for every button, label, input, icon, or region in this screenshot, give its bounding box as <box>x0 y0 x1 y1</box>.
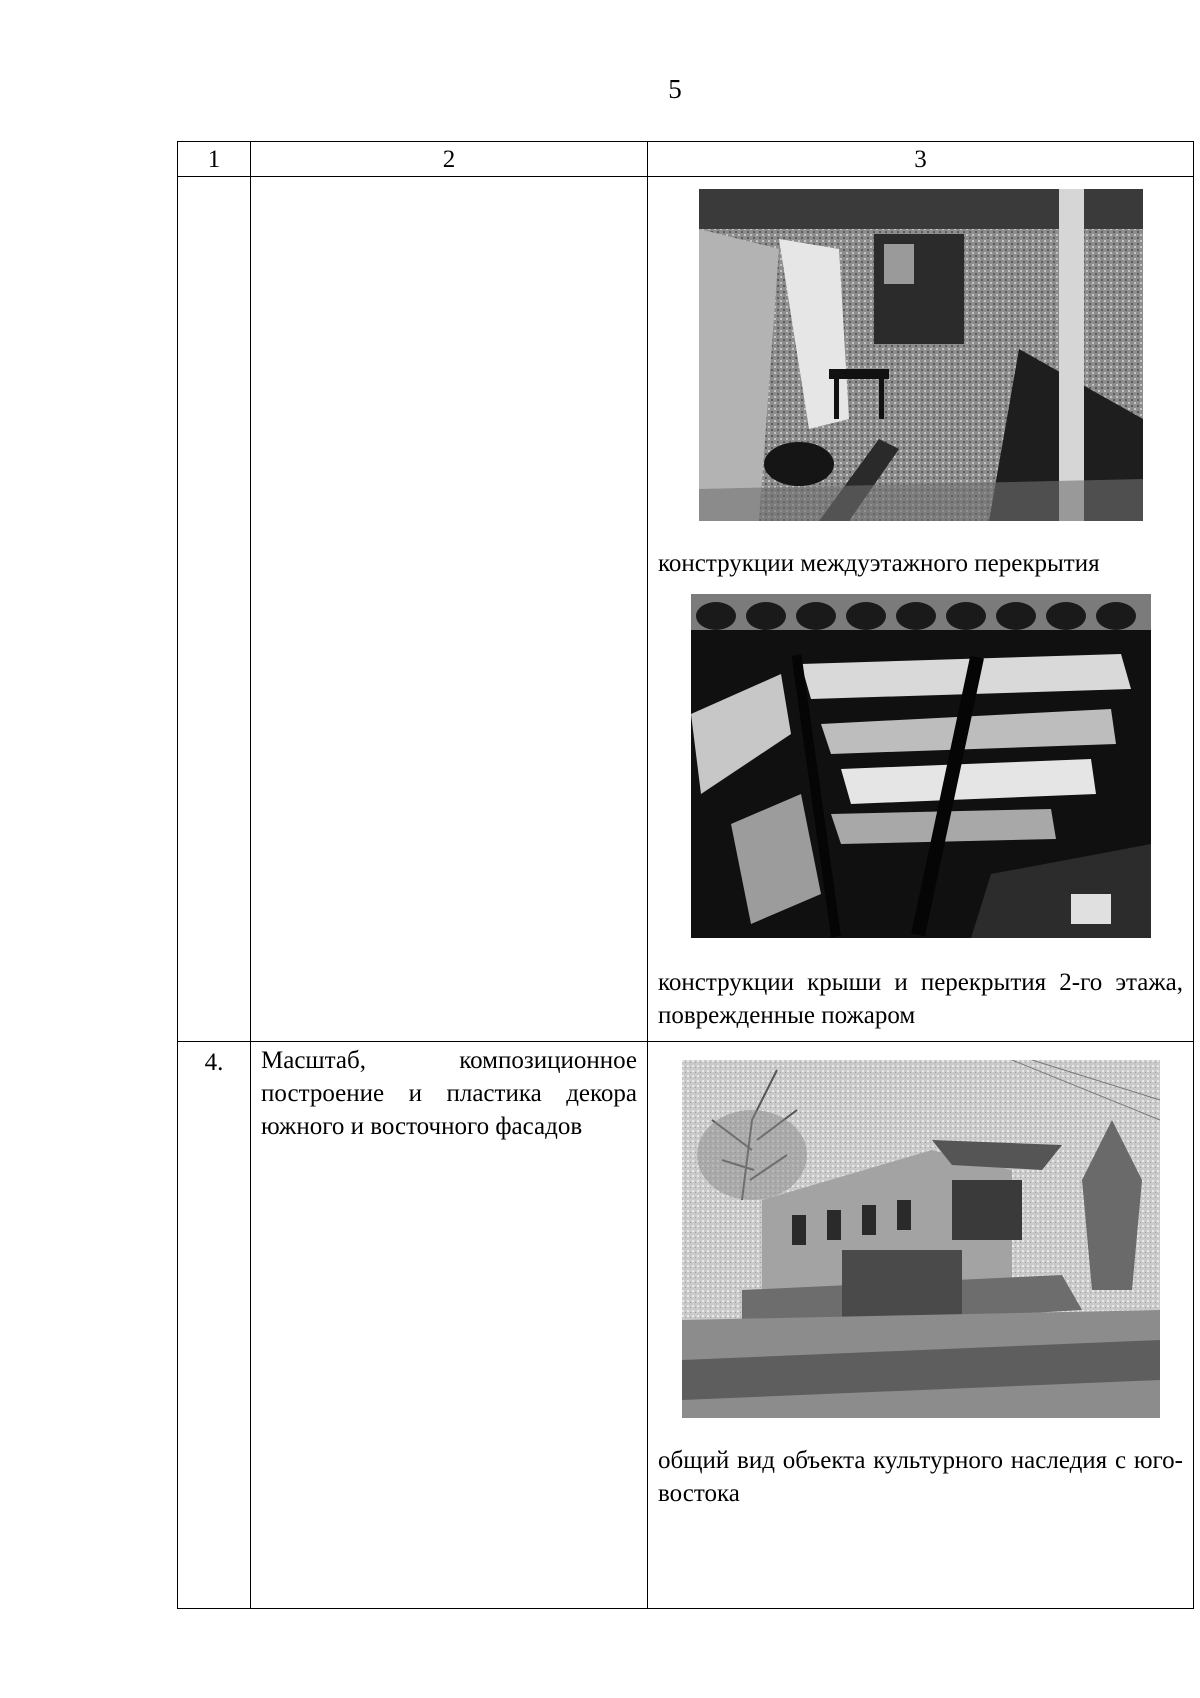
features-table <box>177 141 1194 1609</box>
table-row <box>178 1042 1194 1609</box>
column-header-3: 3 <box>648 142 1194 177</box>
table-header-row <box>178 142 1194 177</box>
row-description <box>251 177 648 1042</box>
row-number: 4. <box>178 1042 251 1609</box>
row-photos <box>648 177 1194 1042</box>
interior-photo <box>699 189 1143 521</box>
column-header-1: 1 <box>178 142 251 177</box>
row-number <box>178 177 251 1042</box>
row-photos <box>648 1042 1194 1609</box>
photo-caption: общий вид объекта культурного наследия с юго-востока <box>658 1447 1183 1507</box>
page-number: 5 <box>668 74 682 104</box>
table-row <box>178 177 1194 1042</box>
photo-caption: конструкции крыши и перекрытия 2-го этажа, поврежденные пожаром <box>658 969 1183 1029</box>
roof-damage-photo <box>691 594 1151 938</box>
column-header-2: 2 <box>251 142 648 177</box>
building-exterior-photo <box>682 1060 1160 1418</box>
row-description: Масштаб, композиционное построение и пластика декора южного и восточного фасадов <box>251 1042 648 1609</box>
photo-caption: конструкции междуэтажного перекрытия <box>658 550 1100 577</box>
